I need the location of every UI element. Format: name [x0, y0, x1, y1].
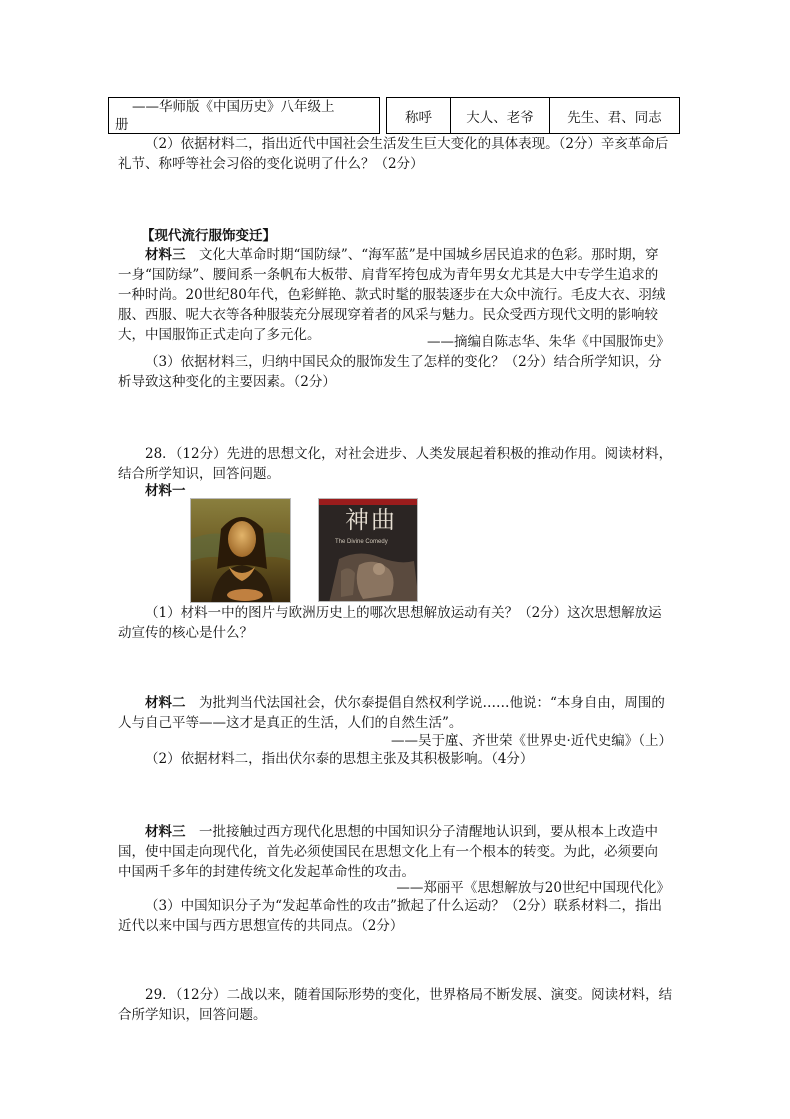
source-citation-line1: ——华师版《中国历史》八年级上: [132, 99, 335, 115]
table-cell-label-text: 称呼: [405, 109, 432, 126]
material-3-fashion-label: 材料三: [145, 247, 186, 263]
material-2-voltaire-source: ——吴于廑、齐世荣《世界史·近代史编》（上）: [390, 733, 672, 749]
material-3-china-source: ——郑丽平《思想解放与20世纪中国现代化》: [396, 880, 670, 896]
question-28-1: （1）材料一中的图片与欧洲历史上的哪次思想解放运动有关？（2分）这次思想解放运动宣传的核心是什么？: [118, 605, 662, 641]
material-3-fashion-source: ——摘编自陈志华、朱华《中国服饰史》: [427, 334, 670, 350]
source-citation-line2: 册: [115, 117, 129, 133]
question-28-intro: 28．（12分）先进的思想文化，对社会进步、人类发展起着积极的推动作用。阅读材料，结合所学知识，回答问题。: [118, 446, 673, 482]
material-3-fashion: [118, 245, 670, 345]
table-cell-new-terms: [549, 97, 680, 134]
question-28-3: （3）中国知识分子为“发起革命性的攻击”掀起了什么运动？（2分）联系材料二，指出近代以来中国与西方思想宣传的共同点。（2分）: [118, 898, 662, 934]
material-1-label: 材料一: [145, 483, 186, 499]
section-title-fashion: 【现代流行服饰变迁】: [141, 228, 276, 244]
material-2-voltaire-text: 为批判当代法国社会，伏尔泰提倡自然权利学说……他说：“本身自由，周围的人与自己平等——这才是真正的生活，人们的自然生活”。: [118, 695, 665, 731]
table-cell-label: [386, 97, 451, 134]
material-3-fashion-text: 文化大革命时期“国防绿”、“海军蓝”是中国城乡居民追求的色彩。那时期，穿一身“国防绿”、腰间系一条帆布大板带、肩背军挎包成为青年男女尤其是大中专学生追求的一种时尚。20世纪80年代，色彩鲜艳、款式时髦的服装逐步在大众中流行。毛皮大衣、羽绒服、西服、呢大衣等各种服装充分展现穿着者的风采与魅力。民众受西方现代文明的影响较大，中国服饰正式走向了多元化。: [118, 247, 666, 343]
table-cell-old-terms-text: 大人、老爷: [466, 109, 534, 126]
mona-lisa-image: [190, 498, 291, 603]
question-29-intro: 29．（12分）二战以来，随着国际形势的变化，世界格局不断发展、演变。阅读材料，结合所学知识，回答问题。: [118, 987, 673, 1023]
material-3-china: [118, 822, 670, 882]
material-3-china-text: 一批接触过西方现代化思想的中国知识分子清醒地认识到，要从根本上改造中国，使中国走向现代化，首先必须使国民在思想文化上有一个根本的转变。为此，必须要向中国两千多年的封建传统文化发起革命性的攻击。: [118, 824, 658, 880]
question-2-society: （2）依据材料二，指出近代中国社会生活发生巨大变化的具体表现。（2分）辛亥革命后礼节、称呼等社会习俗的变化说明了什么？（2分）: [118, 136, 669, 172]
question-3-fashion: （3）依据材料三，归纳中国民众的服饰发生了怎样的变化？（2分）结合所学知识，分析导致这种变化的主要因素。（2分）: [118, 354, 662, 390]
divine-comedy-cover-image: [318, 498, 418, 602]
material-3-china-label: 材料三: [145, 824, 186, 840]
table-cell-new-terms-text: 先生、君、同志: [567, 109, 662, 126]
book-subtitle: The Divine Comedy: [335, 539, 388, 545]
material-2-voltaire-label: 材料二: [145, 695, 186, 711]
book-title: 神曲: [345, 506, 397, 534]
material-2-voltaire: [118, 693, 670, 733]
table-cell-old-terms: [450, 97, 550, 134]
question-28-2: （2）依据材料二，指出伏尔泰的思想主张及其积极影响。（4分）: [145, 751, 534, 767]
